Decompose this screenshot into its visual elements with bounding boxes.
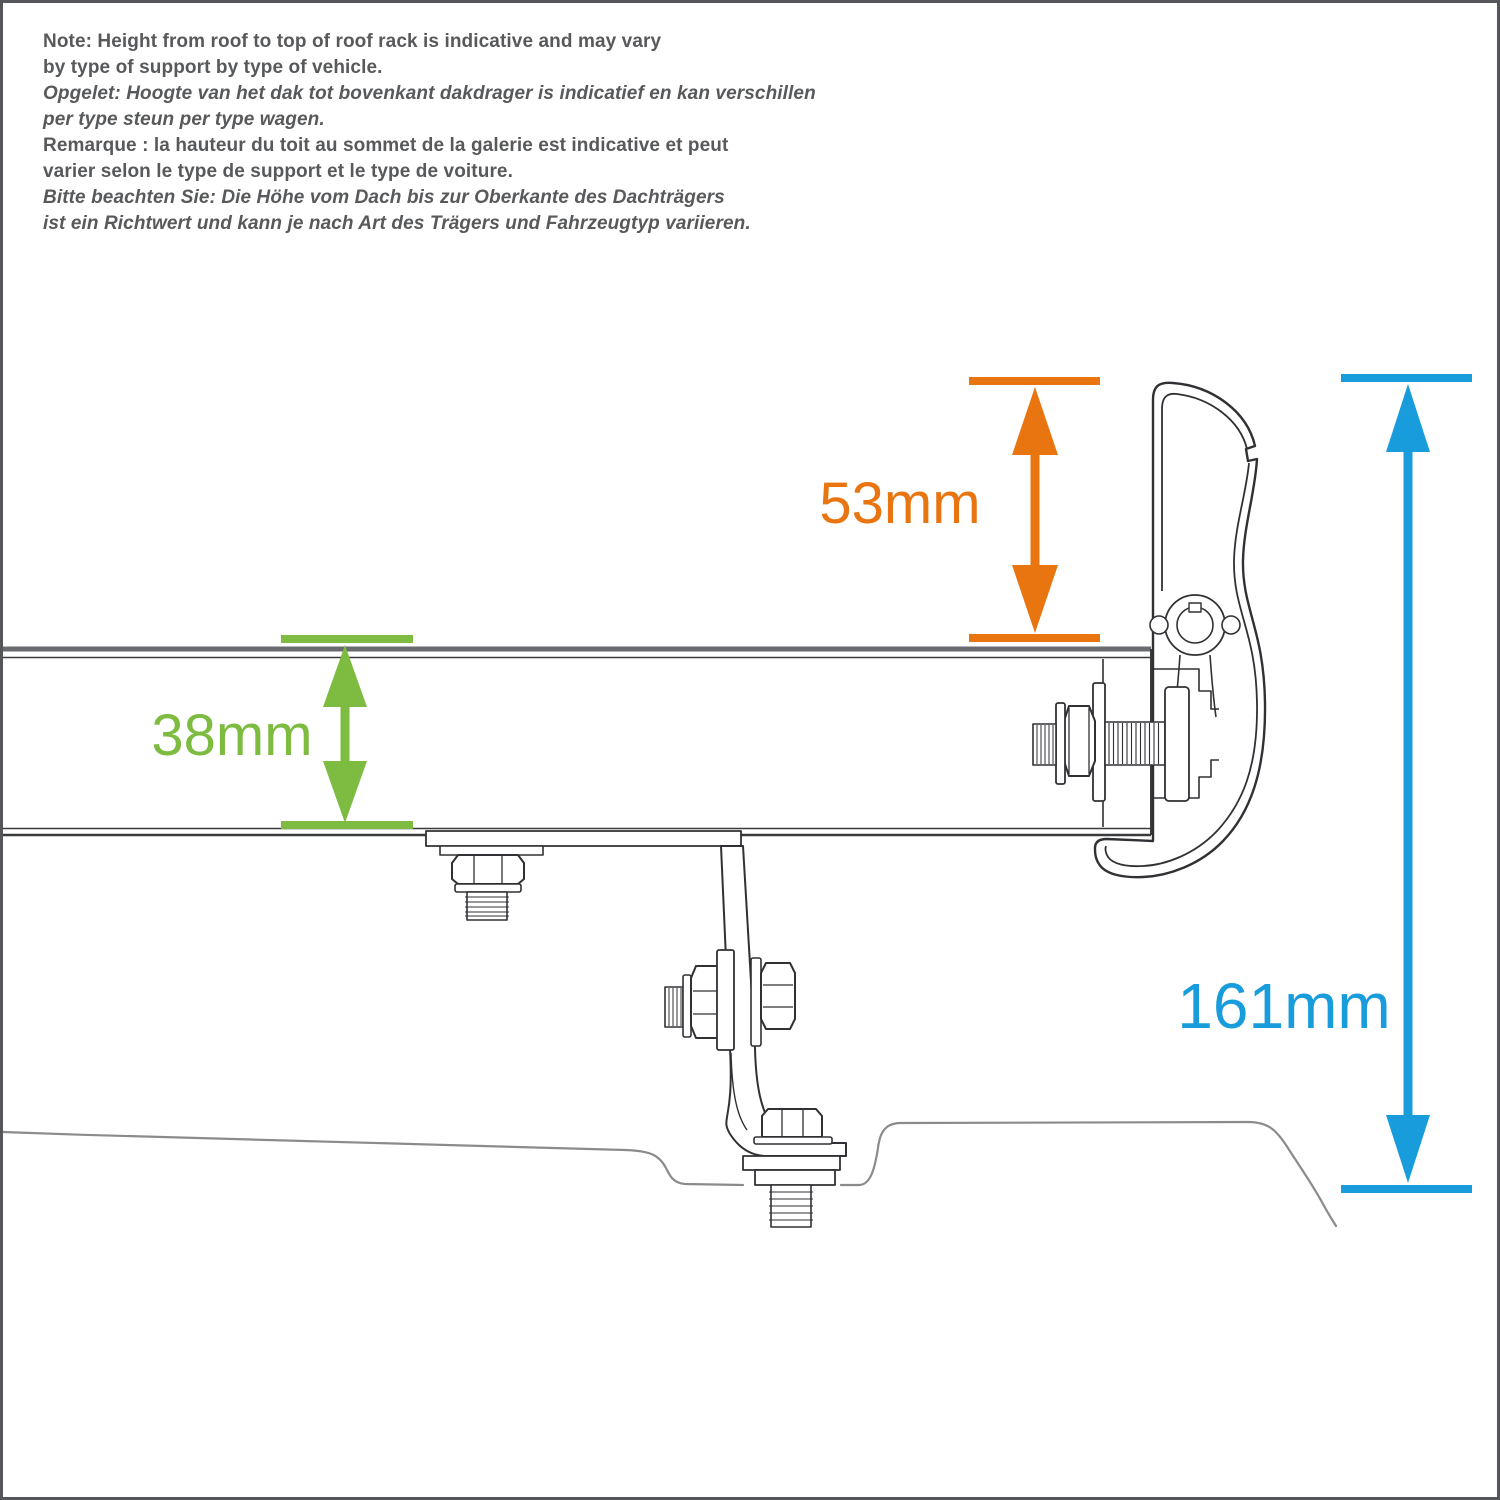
note-line-de-1: Bitte beachten Sie: Die Höhe vom Dach bis zur Oberkante des Dachträgers: [43, 187, 725, 208]
technical-drawing: [3, 3, 1500, 1500]
dim-tick-top: [1341, 374, 1472, 382]
washer: [754, 1137, 832, 1144]
double-arrow-icon: [1012, 387, 1058, 633]
note-line-en-2: by type of support by type of vehicle.: [43, 57, 383, 78]
note-line-de-2: ist ein Richtwert und kann je nach Art des Trägers und Fahrzeugtyp variieren.: [43, 213, 751, 234]
vehicle-roofline: [3, 1122, 1336, 1226]
dimension-label-38mm: 38mm: [151, 703, 313, 768]
double-arrow-icon: [1386, 384, 1430, 1183]
washer: [1056, 703, 1065, 784]
washer: [455, 884, 521, 892]
note-line-fr-2: varier selon le type de support et le type de voiture.: [43, 161, 513, 182]
threaded-shaft: [1105, 722, 1165, 765]
dimension-label-161mm: 161mm: [1177, 970, 1391, 1042]
stud-tip: [1033, 724, 1056, 765]
hex-head: [761, 963, 795, 1029]
dim-tick-bottom: [969, 634, 1100, 642]
note-line-nl-2: per type steun per type wagen.: [43, 109, 325, 130]
stud-tip: [665, 987, 683, 1027]
hex-head: [452, 855, 524, 884]
dim-tick-bottom: [1341, 1185, 1472, 1193]
square-washer-plate: [717, 950, 734, 1050]
note-line-fr-1: Remarque : la hauteur du toit au sommet de la galerie est indicative et peut: [43, 135, 729, 156]
t-slot-clamp-plate: [1165, 687, 1189, 801]
dimension-label-53mm: 53mm: [819, 471, 981, 536]
bracket-top-flange: [426, 831, 741, 846]
dimension-rack-above-roof: [819, 377, 1100, 642]
note-line-nl-1: Opgelet: Hoogte van het dak tot bovenkant dakdrager is indicatief en kan verschillen: [43, 83, 816, 104]
note-line-en-1: Note: Height from roof to top of roof rack is indicative and may vary: [43, 31, 662, 52]
stud-tip: [769, 1185, 813, 1227]
washer: [683, 975, 691, 1037]
dim-tick-top: [969, 377, 1100, 385]
bracket-pivot-bolt: [665, 950, 795, 1050]
bracket-top-bolt: [426, 831, 741, 920]
dim-tick-top: [281, 635, 413, 643]
hex-head: [762, 1109, 822, 1137]
stud-tip: [465, 892, 509, 920]
dim-tick-bottom: [281, 821, 413, 829]
